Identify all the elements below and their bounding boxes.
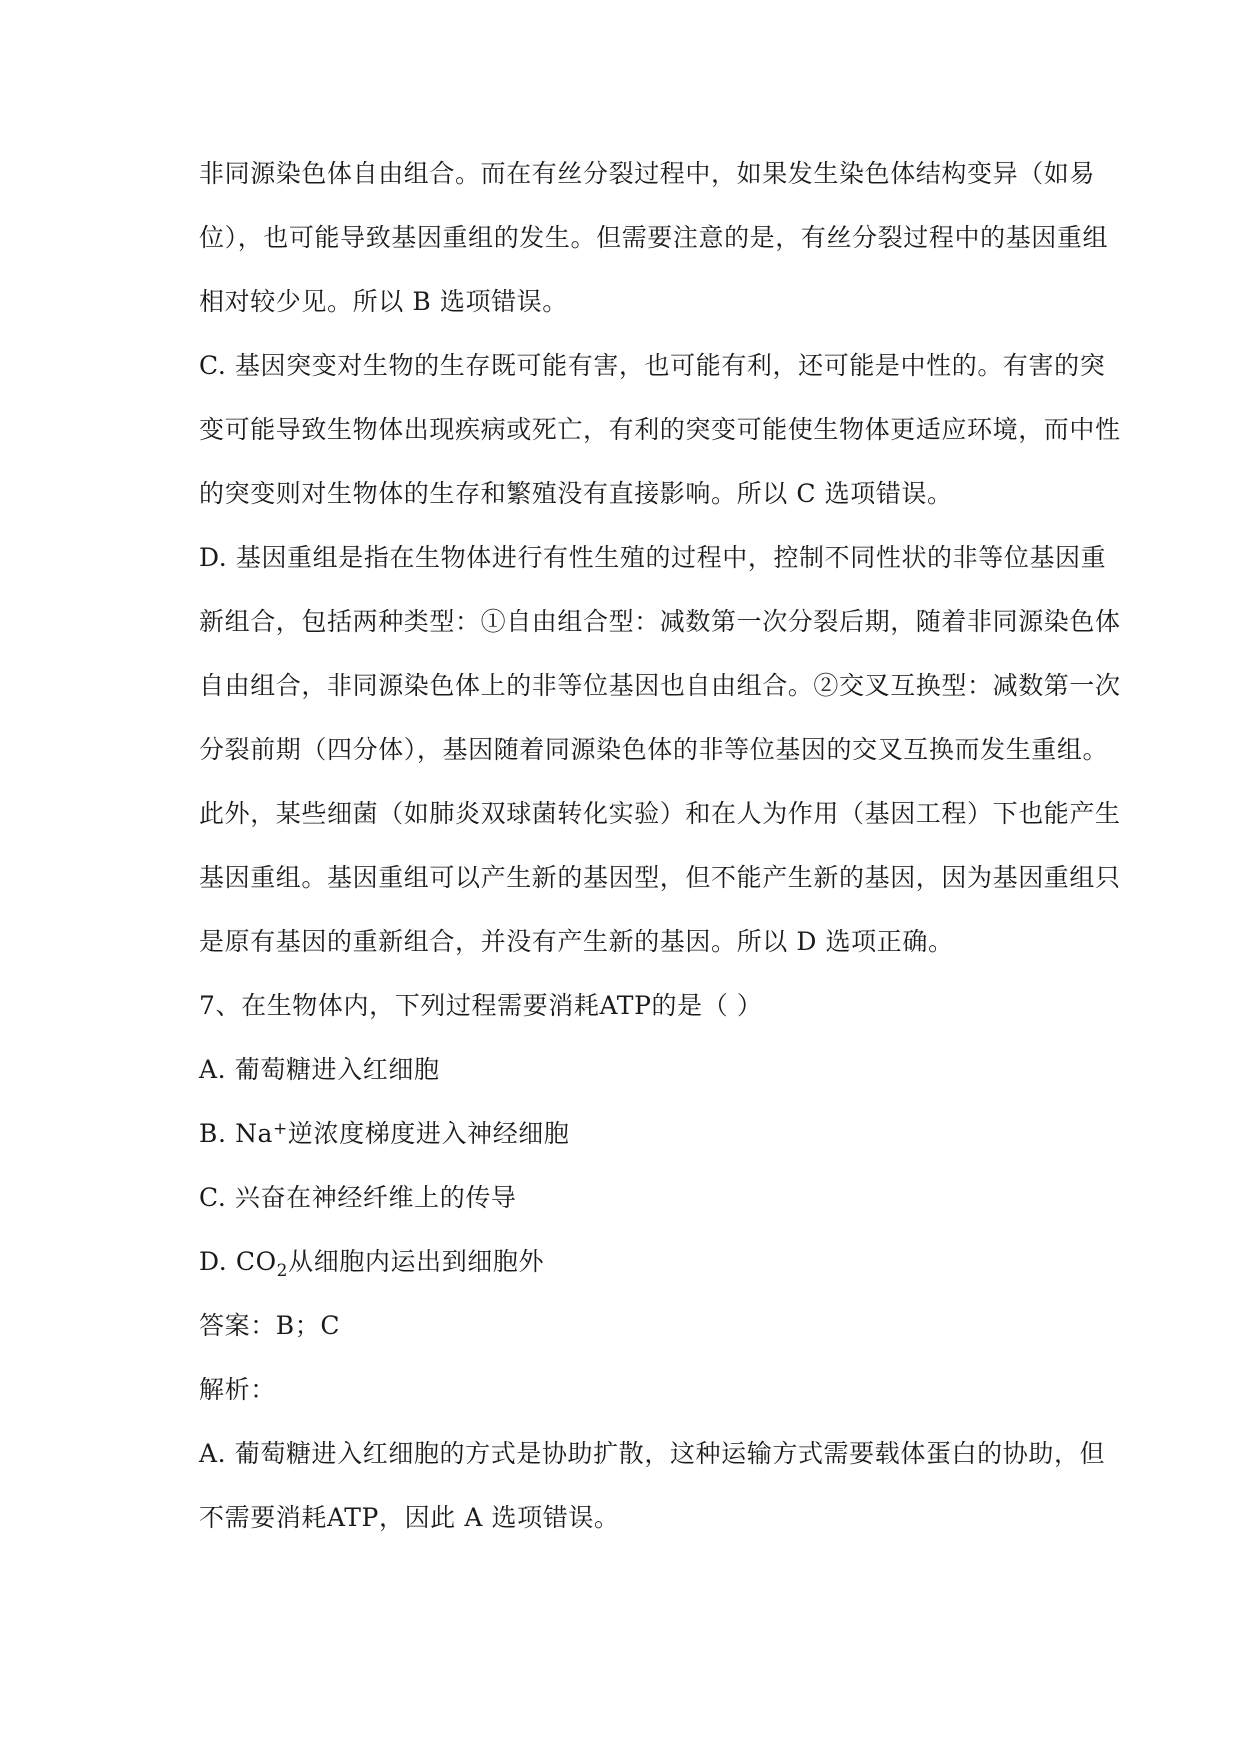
option-c: C. 兴奋在神经纤维上的传导 <box>199 1183 517 1212</box>
question-7 <box>199 974 1106 1550</box>
text-line: D. 基因重组是指在生物体进行有性生殖的过程中，控制不同性状的非等位基因重 <box>199 543 1107 572</box>
text-line: 是原有基因的重新组合，并没有产生新的基因。所以 D 选项正确。 <box>199 927 954 956</box>
text-line: 自由组合，非同源染色体上的非等位基因也自由组合。②交叉互换型：减数第一次 <box>199 671 1121 700</box>
text-line: 相对较少见。所以 B 选项错误。 <box>199 287 568 316</box>
option-d-subscript: 2 <box>276 1261 289 1281</box>
option-b <box>199 1102 1079 1166</box>
text-line: A. 葡萄糖进入红细胞的方式是协助扩散，这种运输方式需要载体蛋白的协助，但 <box>199 1439 1106 1468</box>
option-c-explanation <box>199 334 1121 526</box>
text-line: 不需要消耗ATP，因此 A 选项错误。 <box>199 1503 620 1532</box>
option-b-suffix: 逆浓度梯度进入神经细胞 <box>287 1119 570 1148</box>
text-line: C. 基因突变对生物的生存既可能有害，也可能有利，还可能是中性的。有害的突 <box>199 351 1106 380</box>
text-line: 位），也可能导致基因重组的发生。但需要注意的是，有丝分裂过程中的基因重组 <box>199 223 1109 252</box>
analysis-label: 解析： <box>199 1375 276 1404</box>
answer: 答案：B；C <box>199 1311 341 1340</box>
text-line: 分裂前期（四分体），基因随着同源染色体的非等位基因的交叉互换而发生重组。 <box>199 735 1109 764</box>
text-line: 此外，某些细菌（如肺炎双球菌转化实验）和在人为作用（基因工程）下也能产生 <box>199 799 1121 828</box>
text-line: 新组合，包括两种类型：①自由组合型：减数第一次分裂后期，随着非同源染色体 <box>199 607 1121 636</box>
option-d-prefix: D. CO <box>199 1247 277 1276</box>
text-line: 的突变则对生物体的生存和繁殖没有直接影响。所以 C 选项错误。 <box>199 479 953 508</box>
text-line: 非同源染色体自由组合。而在有丝分裂过程中，如果发生染色体结构变异（如易 <box>199 159 1096 188</box>
option-d-explanation <box>199 526 1121 974</box>
option-b-prefix: B. Na <box>199 1119 274 1148</box>
option-b-superscript: + <box>273 1119 288 1139</box>
question-stem: 7、在生物体内，下列过程需要消耗ATP的是（ ） <box>199 991 763 1020</box>
option-d <box>199 1230 1079 1294</box>
option-a: A. 葡萄糖进入红细胞 <box>199 1055 440 1084</box>
option-b-explanation-continued <box>199 142 1109 334</box>
text-line: 变可能导致生物体出现疾病或死亡，有利的突变可能使生物体更适应环境，而中性 <box>199 415 1121 444</box>
option-d-suffix: 从细胞内运出到细胞外 <box>288 1247 545 1276</box>
document-body <box>199 142 1121 1550</box>
text-line: 基因重组。基因重组可以产生新的基因型，但不能产生新的基因，因为基因重组只 <box>199 863 1121 892</box>
